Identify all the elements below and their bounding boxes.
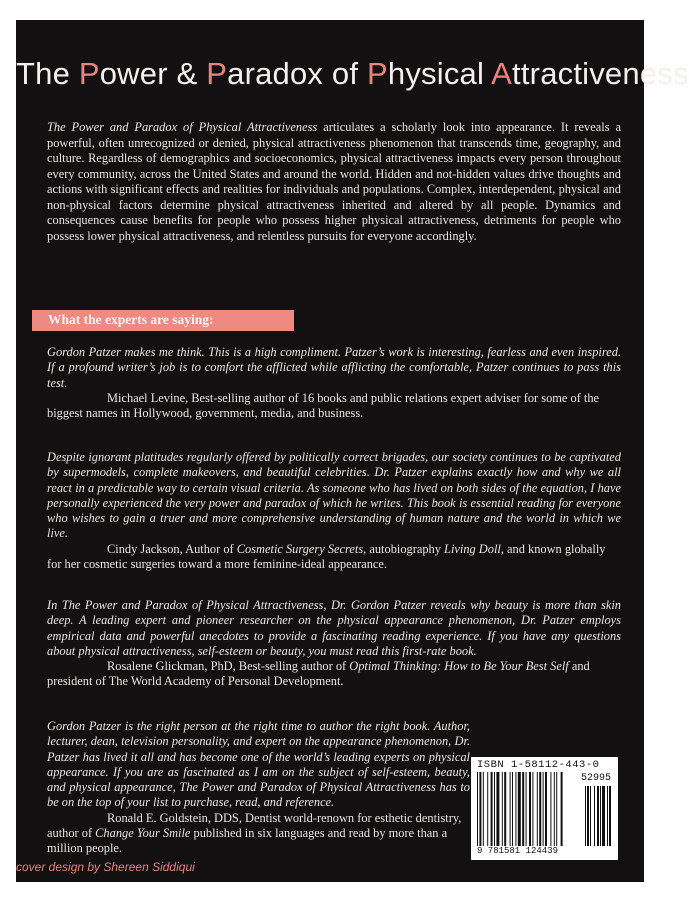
testimonial-quote: Despite ignorant platitudes regularly offered by politically correct brigades, our society continues to be captivated by supermodels, complete makeovers, and beautiful celebrities. Dr. Patzer explains exactly how and why we all react in a predictable way to certain visual criteria. As someone who has lived on both sides of the equation, I have personally experienced the very power and paradox of which he writes. This book is essential reading for everyone who wishes to gain a truer and more comprehensive understanding of human nature and the world in which we live. xyxy=(47,450,621,541)
barcode-bar xyxy=(561,772,563,846)
attribution-book-title: Cosmetic Surgery Secrets xyxy=(236,541,364,556)
title-segment: aradox of xyxy=(227,56,367,91)
barcode-bar xyxy=(477,772,478,846)
intro-book-title: The Power and Paradox of Physical Attractiveness xyxy=(47,120,318,134)
testimonial-attribution xyxy=(47,811,470,857)
cover-title xyxy=(16,56,689,92)
title-segment: ttractiveness xyxy=(512,56,689,91)
ean-number: 9 781581 124439 xyxy=(477,846,559,856)
barcode-bar xyxy=(510,772,511,846)
barcode-bar xyxy=(539,772,541,846)
barcode-bar xyxy=(487,772,488,846)
barcode-bar xyxy=(502,772,503,846)
barcode-bar xyxy=(529,772,531,846)
attribution-segment: Rosalene Glickman, PhD, Best-selling author of xyxy=(107,659,350,674)
title-segment: The xyxy=(16,56,79,91)
testimonial-levine xyxy=(47,345,621,421)
price-barcode-bar xyxy=(585,786,586,846)
testimonial-attribution xyxy=(47,542,621,573)
testimonial-glickman xyxy=(47,598,621,690)
testimonial-jackson xyxy=(47,450,621,572)
price-barcode-bar xyxy=(600,786,601,846)
attribution-segment: Cindy Jackson, Author of xyxy=(107,541,237,556)
barcode-bar xyxy=(483,772,484,846)
attribution-segment: , autobiography xyxy=(363,541,445,556)
barcode-bar xyxy=(545,772,547,846)
experts-heading: What the experts are saying: xyxy=(48,312,214,327)
attribution-segment: , and known globally for her cosmetic surgeries toward a more feminine-ideal appearance. xyxy=(47,541,606,572)
barcode-bar xyxy=(526,772,527,846)
price-code: 52995 xyxy=(581,773,612,784)
barcode-bar xyxy=(532,772,533,846)
barcode-bar xyxy=(515,772,516,846)
title-accent-letter: P xyxy=(367,56,388,91)
title-accent-letter: P xyxy=(78,56,100,91)
price-barcode-bar xyxy=(597,786,599,846)
barcode-bar xyxy=(550,772,551,846)
barcode-bar xyxy=(537,772,538,846)
barcode-bar xyxy=(543,772,544,846)
attribution-segment: Michael Levine, Best-selling author of 16 books and public relations expert adviser for some of the biggest names in Hollywood, government, media, and business. xyxy=(47,390,600,421)
testimonial-quote: In The Power and Paradox of Physical Attractiveness, Dr. Gordon Patzer reveals why beauty is more than skin deep. A leading expert and pioneer researcher on the physical appearance phenomenon, Dr. Patzer employs empirical data and powerful anecdotes to provide a fascinating reading experience. If you have any questions about physical attractiveness, self-esteem or beauty, you must read this first-rate book. xyxy=(47,598,621,658)
testimonial-attribution xyxy=(47,391,621,422)
barcode-bar xyxy=(518,772,521,846)
barcode-bar xyxy=(556,772,557,846)
barcode-bar xyxy=(504,772,506,846)
barcode-bar xyxy=(522,772,524,846)
attribution-book-title: Change Your Smile xyxy=(95,826,191,841)
title-accent-letter: P xyxy=(206,56,228,91)
isbn-barcode xyxy=(471,757,618,860)
cover-design-credit: cover design by Shereen Siddiqui xyxy=(16,860,195,874)
price-barcode-bar xyxy=(609,786,611,846)
attribution-book-title: Optimal Thinking: How to Be Your Best Self xyxy=(349,659,569,674)
price-barcode-bar xyxy=(607,786,608,846)
attribution-segment: Ronald E. Goldstein, DDS, Dentist world-renown for esthetic dentistry, author of xyxy=(47,810,462,841)
attribution-segment: and president of The World Academy of Personal Development. xyxy=(47,659,590,689)
barcode-bar xyxy=(554,772,555,846)
title-accent-letter: A xyxy=(491,56,513,91)
testimonial-quote: Gordon Patzer is the right person at the right time to author the right book. Author, lecturer, dean, television personality, and expert on the appearance phenomenon, Dr. Patzer has lived it all and has become one of the world’s leading experts on physical appearance. If you are as fascinated as I am on the subject of self-esteem, beauty, and physical appearance, The Power and Paradox of Physical Attractiveness has to be on the top of your list to purchase, read, and reference. xyxy=(47,719,470,810)
price-barcode-bar xyxy=(594,786,595,846)
testimonial-attribution xyxy=(47,659,621,690)
attribution-book-title: Living Doll xyxy=(444,541,501,556)
price-barcode-bar xyxy=(602,786,605,846)
barcode-bar xyxy=(491,772,493,846)
barcode-bar xyxy=(512,772,513,846)
price-barcode-bar xyxy=(590,786,591,846)
experts-banner xyxy=(32,310,294,331)
isbn-label: ISBN 1-58112-443-0 xyxy=(477,759,600,771)
testimonial-goldstein xyxy=(47,719,470,857)
price-barcode-bar xyxy=(587,786,589,846)
title-segment: ower & xyxy=(99,56,207,91)
title-segment: hysical xyxy=(387,56,492,91)
barcode-bar xyxy=(479,772,481,846)
intro-paragraph xyxy=(47,120,621,244)
intro-text: articulates a scholarly look into appearance. It reveals a powerful, often unrecognized or denied, physical attractiveness phenomenon that transcends time, geography, and culture. Regardless of demographics and socioeconomics, physical attractiveness impacts every person throughout every community, across the United States and around the world. Hidden and not-hidden values drive thoughts and actions with significant effects and realities for individuals and populations. Complex, interdependent, physical and non-physical factors determine physical attractiveness inherited and altered by all people. Dynamics and consequences cause benefits for people who possess higher physical attractiveness, detriments for people who possess lower physical attractiveness, and relentless pursuits for everyone accordingly. xyxy=(47,120,621,243)
barcode-bar xyxy=(496,772,499,846)
barcode-bar xyxy=(494,772,495,846)
attribution-segment: published in six languages and read by more than a million people. xyxy=(47,826,448,856)
testimonial-quote: Gordon Patzer makes me think. This is a high compliment. Patzer’s work is interesting, fearless and even inspired. If a profound writer’s job is to comfort the afflicted while afflicting the comfortable, Patzer continues to pass this test. xyxy=(47,345,621,390)
back-cover xyxy=(16,20,689,882)
